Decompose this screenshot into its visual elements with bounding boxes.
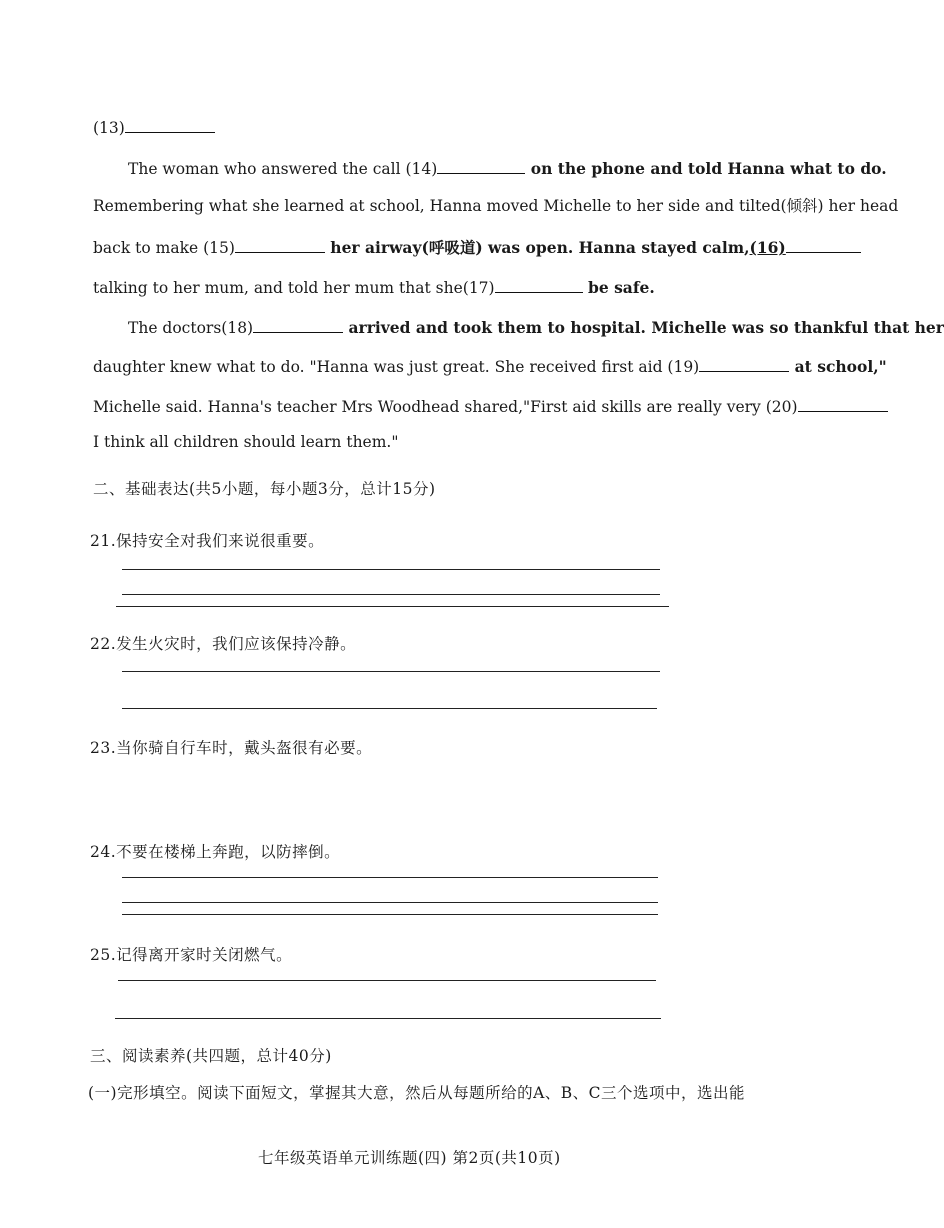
answer-line-25-2[interactable] (115, 1018, 661, 1019)
page-footer: 七年级英语单元训练题(四) 第2页(共10页) (258, 1149, 561, 1167)
para2-line1 (128, 316, 944, 338)
para1-line3-text: back to make (15) (93, 239, 235, 257)
para2-line2-bold: at school," (789, 357, 887, 376)
section3-intro: (一)完形填空。阅读下面短文，掌握其大意，然后从每题所给的A、B、C三个选项中，选出能 (88, 1084, 746, 1102)
answer-line-24-1[interactable] (122, 877, 658, 878)
answer-blank-13[interactable] (125, 116, 215, 133)
blank-13-label: (13) (93, 119, 125, 137)
para1-line4-text: talking to her mum, and told her mum that she(17) (93, 279, 495, 297)
para2-line1-bold: arrived and took them to hospital. Michelle was so thankful that her (343, 318, 944, 337)
answer-line-25-1[interactable] (118, 980, 656, 981)
answer-line-21-2[interactable] (122, 594, 660, 595)
para2-line1-text: The doctors(18) (128, 319, 254, 337)
para1-line1 (128, 157, 887, 179)
answer-blank-18[interactable] (253, 316, 343, 333)
answer-blank-20[interactable] (798, 395, 888, 412)
para1-line3 (93, 236, 861, 258)
para2-line2-text: daughter knew what to do. "Hanna was just great. She received first aid (19) (93, 358, 700, 376)
para1-line4-bold: be safe. (582, 278, 655, 297)
section2-title: 二、基础表达(共5小题，每小题3分，总计15分) (93, 480, 436, 498)
para2-line3 (93, 395, 888, 417)
question-21: 21.保持安全对我们来说很重要。 (90, 532, 325, 550)
answer-line-21-1[interactable] (122, 569, 660, 570)
para1-line4 (93, 276, 655, 298)
question-25: 25.记得离开家时关闭燃气。 (90, 946, 293, 964)
para1-line1-bold: on the phone and told Hanna what to do. (525, 159, 887, 178)
answer-line-22-2[interactable] (122, 708, 657, 709)
answer-line-22-1[interactable] (122, 671, 660, 672)
blank-16-label: (16) (749, 238, 786, 257)
answer-blank-15[interactable] (235, 236, 325, 253)
question-23: 23.当你骑自行车时，戴头盔很有必要。 (90, 739, 373, 757)
question-24: 24.不要在楼梯上奔跑，以防摔倒。 (90, 843, 341, 861)
para2-line2 (93, 355, 887, 377)
para1-line2-text: Remembering what she learned at school, Hanna moved Michelle to her side and tilted(倾斜) her head (93, 197, 899, 215)
answer-line-24-2[interactable] (122, 902, 658, 903)
answer-line-21-3[interactable] (116, 606, 669, 607)
para1-line1-text: The woman who answered the call (14) (128, 160, 438, 178)
blank-13 (93, 116, 215, 138)
para1-line3-bold: her airway(呼吸道) was open. Hanna stayed calm, (324, 238, 750, 257)
answer-blank-19[interactable] (699, 355, 789, 372)
answer-blank-14[interactable] (437, 157, 525, 174)
para1-line2 (93, 196, 898, 216)
para2-line4 (93, 432, 398, 452)
answer-blank-17[interactable] (495, 276, 583, 293)
answer-blank-16[interactable] (786, 236, 861, 253)
answer-line-24-3[interactable] (122, 914, 658, 915)
para2-line4-text: I think all children should learn them." (93, 433, 399, 451)
section3-title: 三、阅读素养(共四题，总计40分) (90, 1047, 332, 1065)
question-22: 22.发生火灾时，我们应该保持冷静。 (90, 635, 357, 653)
para2-line3-text: Michelle said. Hanna's teacher Mrs Woodhead shared,"First aid skills are really very (20) (93, 398, 798, 416)
